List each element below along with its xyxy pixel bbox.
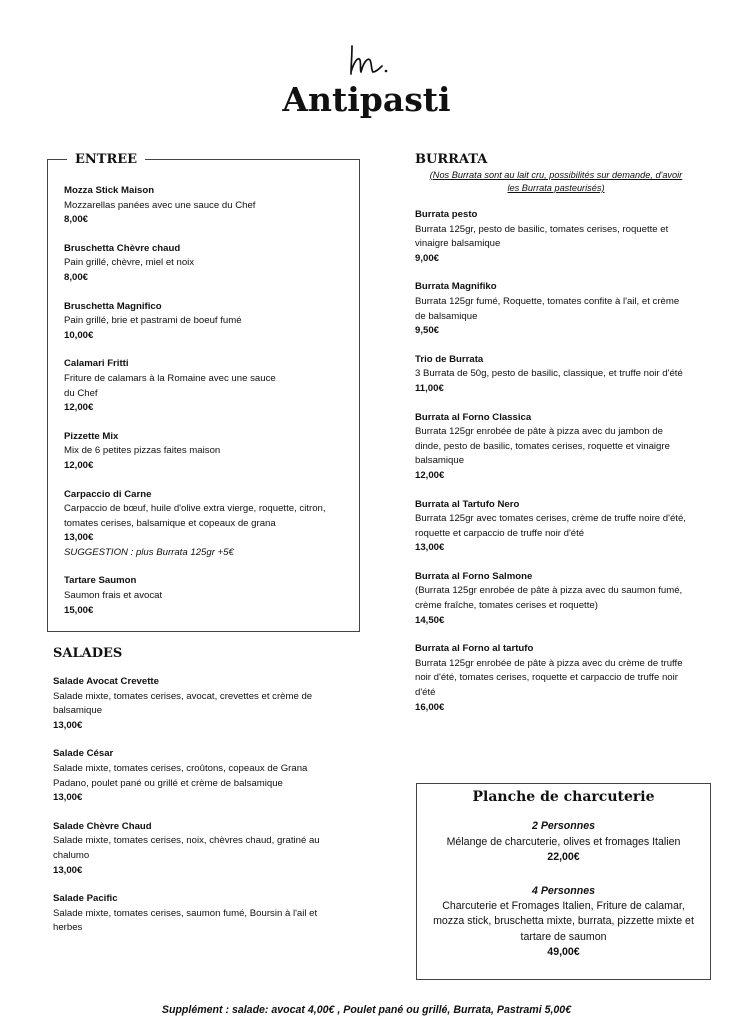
item-price: 12,00€ xyxy=(415,469,445,481)
item-name: Salade Chèvre Chaud xyxy=(53,820,152,832)
item-description: Salade mixte, tomates cerises, saumon fumé, Boursin à l'ail et xyxy=(53,907,318,919)
item-description: de balsamique xyxy=(415,310,478,322)
item-description: dinde, pesto de basilic, tomates cerises, roquette et vinaigre xyxy=(415,440,670,452)
salades-list xyxy=(53,675,353,950)
item-description: Salade mixte, tomates cerises, noix, chèvres chaud, gratiné au xyxy=(53,835,320,847)
menu-item xyxy=(64,430,352,474)
item-description: d'été xyxy=(415,687,436,699)
item-price: 13,00€ xyxy=(415,542,445,554)
item-description: balsamique xyxy=(415,455,465,467)
menu-item xyxy=(415,208,705,266)
item-description: Mozzarellas panées avec une sauce du Chef xyxy=(64,199,256,211)
item-name: Burrata Magnifiko xyxy=(415,281,497,293)
burrata-note xyxy=(415,169,697,195)
item-description: Salade mixte, tomates cerises, avocat, crevettes et crème de xyxy=(53,690,313,702)
entree-list xyxy=(64,184,352,632)
planche-option-description: mozza stick, bruschetta mixte, burrata, pizzette mixte et xyxy=(433,915,694,928)
item-price: 13,00€ xyxy=(64,532,94,544)
item-name: Calamari Fritti xyxy=(64,358,129,370)
item-name: Salade César xyxy=(53,748,114,760)
planche-option-persons: 4 Personnes xyxy=(531,884,595,897)
menu-item xyxy=(415,642,705,715)
item-description: Mix de 6 petites pizzas faites maison xyxy=(64,445,221,457)
item-price: 15,00€ xyxy=(64,604,94,616)
item-description: vinaigre balsamique xyxy=(415,238,501,250)
item-description: Burrata 125gr enrobée de pâte à pizza avec du jambon de xyxy=(415,426,664,438)
planche-box xyxy=(416,783,711,980)
item-price: 12,00€ xyxy=(64,402,94,414)
item-price: 8,00€ xyxy=(64,271,89,283)
item-name: Mozza Stick Maison xyxy=(64,185,155,196)
planche-option-description: Charcuterie et Fromages Italien, Friture de calamar, xyxy=(442,900,685,913)
item-description: Padano, poulet pané ou grillé et crème de balsamique xyxy=(53,777,283,789)
item-description: (Burrata 125gr enrobée de pâte à pizza avec du saumon fumé, xyxy=(415,585,683,597)
item-name: Burrata al Forno al tartufo xyxy=(415,643,534,655)
item-suggestion: SUGGESTION : plus Burrata 125gr +5€ xyxy=(64,546,234,558)
page-title: Antipasti xyxy=(282,80,451,119)
item-description: Burrata 125gr enrobée de pâte à pizza avec du crème de truffe xyxy=(415,657,683,669)
item-description: herbes xyxy=(53,922,83,934)
item-name: Trio de Burrata xyxy=(415,353,484,365)
item-name: Pizzette Mix xyxy=(64,430,119,442)
item-description: noir d'été, tomates cerises, roquette et carpaccio de truffe noir xyxy=(415,672,678,684)
item-description: Salade mixte, tomates cerises, croûtons, copeaux de Grana xyxy=(53,762,308,774)
burrata-note-line: (Nos Burrata sont au lait cru, possibilités sur demande, d'avoir xyxy=(429,170,683,180)
planche-option-price: 49,00€ xyxy=(547,946,580,959)
signature-logo-icon xyxy=(346,42,392,76)
planche-option-persons: 2 Personnes xyxy=(531,820,595,833)
planche-title: Planche de charcuterie xyxy=(472,789,655,805)
item-description: Burrata 125gr fumé, Roquette, tomates confite à l'ail, et crème xyxy=(415,295,680,307)
menu-item xyxy=(53,892,353,936)
item-price: 13,00€ xyxy=(53,719,83,731)
burrata-list xyxy=(415,208,705,729)
menu-item xyxy=(53,747,353,805)
menu-item xyxy=(415,353,705,397)
menu-item xyxy=(64,574,352,618)
item-name: Tartare Saumon xyxy=(64,575,137,587)
item-name: Salade Pacific xyxy=(53,893,118,905)
entree-heading: ENTREE xyxy=(67,152,145,167)
menu-item xyxy=(415,570,705,628)
item-description: du Chef xyxy=(64,387,98,399)
item-price: 10,00€ xyxy=(64,329,94,341)
item-description: 3 Burrata de 50g, pesto de basilic, classique, et truffe noir d'été xyxy=(415,368,683,380)
item-description: Carpaccio de bœuf, huile d'olive extra vierge, roquette, citron, xyxy=(64,503,326,515)
item-description: roquette et carpaccio de truffe noir d'été xyxy=(415,527,585,539)
item-name: Carpaccio di Carne xyxy=(64,488,152,500)
item-description: chalumo xyxy=(53,849,90,861)
menu-item xyxy=(415,280,705,338)
item-description: Pain grillé, brie et pastrami de boeuf fumé xyxy=(64,315,242,327)
item-name: Salade Avocat Crevette xyxy=(53,676,159,687)
item-price: 12,00€ xyxy=(64,459,94,471)
planche-option-price: 22,00€ xyxy=(547,851,580,864)
item-price: 14,50€ xyxy=(415,614,445,626)
item-description: Friture de calamars à la Romaine avec une sauce xyxy=(64,372,276,384)
menu-item xyxy=(64,184,352,228)
salades-heading: SALADES xyxy=(53,646,123,661)
item-name: Burrata al Tartufo Nero xyxy=(415,498,520,510)
planche-option-description: tartare de saumon xyxy=(520,930,607,943)
supplement-footer: Supplément : salade: avocat 4,00€ , Poulet pané ou grillé, Burrata, Pastrami 5,00€ xyxy=(161,1004,572,1016)
menu-item xyxy=(415,411,705,484)
item-description: balsamique xyxy=(53,705,103,717)
item-description: tomates cerises, balsamique et copeaux de grana xyxy=(64,517,276,529)
item-description: Pain grillé, chèvre, miel et noix xyxy=(64,257,195,269)
item-price: 11,00€ xyxy=(415,382,444,394)
item-name: Bruschetta Chèvre chaud xyxy=(64,242,181,254)
item-price: 13,00€ xyxy=(53,792,83,804)
menu-item xyxy=(64,357,352,415)
item-name: Burrata al Forno Classica xyxy=(415,411,532,423)
burrata-heading: BURRATA xyxy=(415,152,488,167)
item-description: Burrata 125gr avec tomates cerises, crème de truffe noire d'été, xyxy=(415,513,686,525)
menu-item xyxy=(53,820,353,878)
burrata-note-line: les Burrata pasteurisés) xyxy=(507,183,605,193)
menu-item xyxy=(53,675,353,733)
item-price: 13,00€ xyxy=(53,864,83,876)
planche-option-description: Mélange de charcuterie, olives et fromages Italien xyxy=(446,835,681,848)
item-description: crème fraîche, tomates cerises et roquette) xyxy=(415,600,598,612)
item-price: 9,50€ xyxy=(415,325,440,337)
item-price: 16,00€ xyxy=(415,701,445,713)
item-name: Burrata al Forno Salmone xyxy=(415,570,533,582)
menu-item xyxy=(64,300,352,344)
item-price: 8,00€ xyxy=(64,214,89,226)
item-name: Burrata pesto xyxy=(415,209,478,220)
item-name: Bruschetta Magnifico xyxy=(64,300,162,312)
item-price: 9,00€ xyxy=(415,252,440,264)
item-description: Burrata 125gr, pesto de basilic, tomates cerises, roquette et xyxy=(415,223,669,235)
menu-item xyxy=(415,498,705,556)
menu-item xyxy=(64,488,352,561)
item-description: Saumon frais et avocat xyxy=(64,590,163,602)
menu-item xyxy=(64,242,352,286)
